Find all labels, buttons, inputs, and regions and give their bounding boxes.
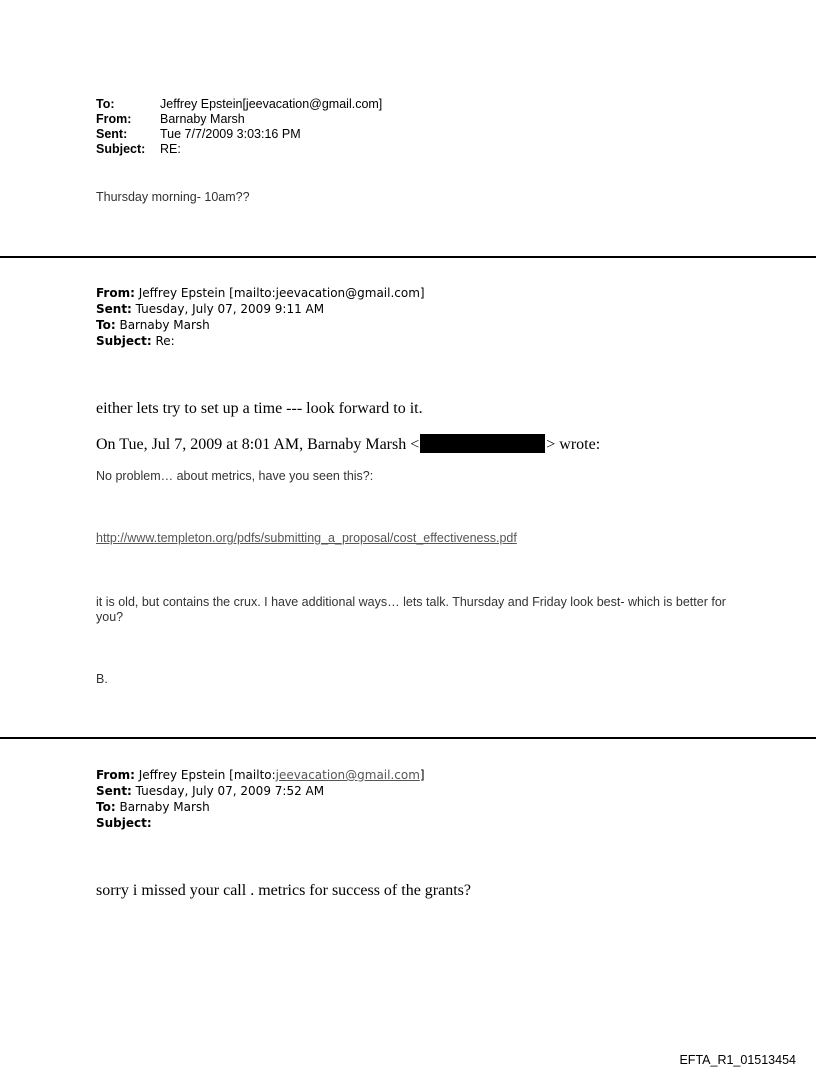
quote2-subject-label: Subject:	[96, 816, 152, 830]
quote2-to-value: Barnaby Marsh	[115, 800, 210, 814]
quote1-to-label: To:	[96, 318, 116, 332]
quote1-link[interactable]	[96, 531, 517, 546]
header-from-row	[96, 112, 382, 127]
quote1-to-value: Barnaby Marsh	[115, 318, 210, 332]
quote1-to-row	[96, 317, 425, 333]
header-from-value: Barnaby Marsh	[160, 112, 245, 126]
quote2-from-suffix: ]	[419, 768, 425, 782]
quote2-subject-row	[96, 815, 425, 831]
quote1-sent-value: Tuesday, July 07, 2009 9:11 AM	[131, 302, 325, 316]
quote1-subject-row	[96, 333, 425, 349]
quote2-from-row	[96, 767, 425, 783]
templeton-link[interactable]: http://www.templeton.org/pdfs/submitting_a_proposal/cost_effectiveness.pdf	[96, 531, 517, 545]
header-subject-value: RE:	[160, 142, 181, 156]
header-sent-label: Sent:	[96, 127, 128, 141]
quote2-from-prefix: Jeffrey Epstein [mailto:	[134, 768, 276, 782]
redaction-box	[420, 434, 545, 453]
quote2-email-link[interactable]: jeevacation@gmail.com	[275, 768, 420, 782]
quote2-to-row	[96, 799, 425, 815]
message-body: Thursday morning- 10am??	[96, 190, 250, 204]
quote1-signoff: B.	[96, 672, 108, 686]
quote1-from-value: Jeffrey Epstein [mailto:jeevacation@gmail.com]	[134, 286, 425, 300]
header-subject-label: Subject:	[96, 142, 146, 156]
quote2-body: sorry i missed your call . metrics for success of the grants?	[96, 882, 472, 899]
attribution-prefix: On Tue, Jul 7, 2009 at 8:01 AM, Barnaby Marsh <	[96, 436, 420, 453]
header-to-label: To:	[96, 97, 115, 111]
email-header	[96, 97, 382, 157]
quote1-from-row	[96, 285, 425, 301]
quote1-attribution	[96, 434, 600, 454]
header-to-row	[96, 97, 382, 112]
quote1-sent-row	[96, 301, 425, 317]
attribution-suffix: > wrote:	[546, 436, 601, 453]
header-from-label: From:	[96, 112, 132, 126]
header-sent-value: Tue 7/7/2009 3:03:16 PM	[160, 127, 301, 141]
section-divider	[0, 256, 816, 258]
quote2-header	[96, 767, 425, 831]
section-divider	[0, 737, 816, 739]
header-subject-row	[96, 142, 382, 157]
quote1-body: either lets try to set up a time --- look forward to it.	[96, 400, 423, 417]
header-to-value: Jeffrey Epstein[jeevacation@gmail.com]	[160, 97, 383, 111]
quote1-reply-line2: it is old, but contains the crux. I have additional ways… lets talk. Thursday and Friday look best- which is better for you?	[96, 595, 726, 624]
quote1-header	[96, 285, 425, 349]
quote1-sent-label: Sent:	[96, 302, 132, 316]
quote1-subject-value: Re:	[151, 334, 175, 348]
quote2-sent-label: Sent:	[96, 784, 132, 798]
header-sent-row	[96, 127, 382, 142]
quote2-sent-value: Tuesday, July 07, 2009 7:52 AM	[131, 784, 325, 798]
quote1-reply-line1: No problem… about metrics, have you seen this?:	[96, 469, 374, 483]
quote1-subject-label: Subject:	[96, 334, 152, 348]
quote2-sent-row	[96, 783, 425, 799]
quote2-to-label: To:	[96, 800, 116, 814]
quote1-from-label: From:	[96, 286, 135, 300]
document-id: EFTA_R1_01513454	[679, 1053, 796, 1067]
quote2-from-label: From:	[96, 768, 135, 782]
